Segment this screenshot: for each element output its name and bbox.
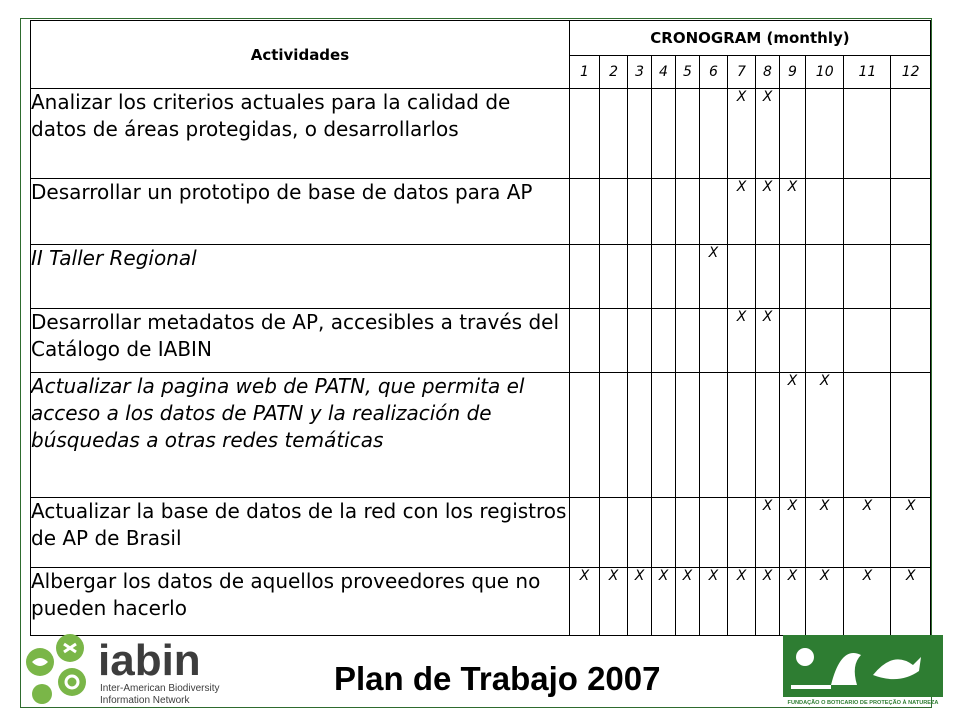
month-header-3: 3 — [628, 56, 652, 89]
schedule-cell: X — [779, 372, 805, 497]
schedule-cell — [699, 179, 727, 245]
schedule-cell — [675, 309, 699, 373]
schedule-cell: X — [727, 568, 755, 636]
schedule-cell — [652, 498, 676, 568]
schedule-cell — [675, 179, 699, 245]
schedule-cell — [779, 89, 805, 179]
table-row — [31, 89, 931, 179]
schedule-cell — [805, 309, 843, 373]
iabin-wordmark: iabin — [98, 636, 201, 685]
schedule-cell — [756, 372, 780, 497]
partner-logo — [783, 635, 943, 705]
table-row — [31, 245, 931, 309]
month-header-11: 11 — [844, 56, 891, 89]
schedule-cell — [600, 245, 628, 309]
schedule-cell: X — [727, 89, 755, 179]
schedule-cell — [628, 372, 652, 497]
schedule-cell: X — [569, 568, 599, 636]
schedule-cell: X — [675, 568, 699, 636]
schedule-cell — [699, 372, 727, 497]
schedule-cell: X — [805, 568, 843, 636]
schedule-cell: X — [699, 568, 727, 636]
schedule-cell — [727, 498, 755, 568]
schedule-cell: X — [844, 498, 891, 568]
schedule-cell — [844, 309, 891, 373]
schedule-cell: X — [727, 179, 755, 245]
schedule-cell: X — [756, 179, 780, 245]
month-header-2: 2 — [600, 56, 628, 89]
page-title: Plan de Trabajo 2007 — [334, 660, 661, 697]
schedule-cell: X — [779, 498, 805, 568]
schedule-cell — [652, 245, 676, 309]
schedule-cell — [628, 245, 652, 309]
schedule-cell — [600, 498, 628, 568]
activity-cell: II Taller Regional — [31, 245, 570, 309]
schedule-cell — [756, 245, 780, 309]
schedule-cell — [805, 245, 843, 309]
month-header-1: 1 — [569, 56, 599, 89]
schedule-cell: X — [805, 372, 843, 497]
schedule-header: CRONOGRAM (monthly) — [569, 21, 930, 56]
schedule-cell — [569, 309, 599, 373]
schedule-cell — [600, 179, 628, 245]
schedule-cell: X — [756, 309, 780, 373]
schedule-cell — [569, 179, 599, 245]
schedule-cell — [805, 89, 843, 179]
schedule-cell — [844, 245, 891, 309]
schedule-cell: X — [805, 498, 843, 568]
schedule-cell — [699, 89, 727, 179]
schedule-cell — [628, 179, 652, 245]
activity-cell: Albergar los datos de aquellos proveedores que no pueden hacerlo — [31, 568, 570, 636]
activity-cell: Actualizar la base de datos de la red con los registros de AP de Brasil — [31, 498, 570, 568]
schedule-cell — [891, 89, 931, 179]
schedule-cell — [699, 309, 727, 373]
month-header-4: 4 — [652, 56, 676, 89]
activity-rows — [31, 89, 931, 636]
schedule-cell — [727, 245, 755, 309]
schedule-cell — [569, 372, 599, 497]
schedule-cell: X — [779, 179, 805, 245]
schedule-cell — [779, 245, 805, 309]
schedule-cell — [844, 372, 891, 497]
month-header-12: 12 — [891, 56, 931, 89]
schedule-cell — [699, 498, 727, 568]
schedule-cell: X — [652, 568, 676, 636]
schedule-cell — [779, 309, 805, 373]
schedule-cell — [675, 89, 699, 179]
iabin-tagline-1: Inter-American Biodiversity — [100, 683, 220, 694]
schedule-cell — [891, 309, 931, 373]
schedule-cell: X — [756, 89, 780, 179]
schedule-cell — [675, 245, 699, 309]
schedule-cell — [569, 245, 599, 309]
partner-name: FUNDAÇÃO O BOTICARIO DE PROTEÇÃO À NATUREZA — [787, 700, 939, 705]
schedule-cell: X — [756, 568, 780, 636]
schedule-cell — [600, 372, 628, 497]
table-row — [31, 179, 931, 245]
schedule-cell — [569, 89, 599, 179]
schedule-cell — [652, 372, 676, 497]
schedule-cell — [600, 309, 628, 373]
schedule-cell: X — [844, 568, 891, 636]
schedule-cell — [675, 498, 699, 568]
schedule-cell — [600, 89, 628, 179]
schedule-cell — [805, 179, 843, 245]
table-row — [31, 372, 931, 497]
activities-header: Actividades — [31, 21, 570, 89]
schedule-cell: X — [699, 245, 727, 309]
activity-cell: Desarrollar metadatos de AP, accesibles a través del Catálogo de IABIN — [31, 309, 570, 373]
activity-cell: Actualizar la pagina web de PATN, que permita el acceso a los datos de PATN y la realización de búsquedas a otras redes temáticas — [31, 372, 570, 497]
schedule-cell — [727, 372, 755, 497]
schedule-cell — [652, 309, 676, 373]
schedule-cell — [891, 245, 931, 309]
schedule-cell — [891, 372, 931, 497]
month-header-9: 9 — [779, 56, 805, 89]
month-header-6: 6 — [699, 56, 727, 89]
schedule-cell: X — [891, 498, 931, 568]
schedule-cell — [675, 372, 699, 497]
schedule-cell — [652, 179, 676, 245]
activity-cell: Analizar los criterios actuales para la calidad de datos de áreas protegidas, o desarrollarlos — [31, 89, 570, 179]
schedule-cell: X — [628, 568, 652, 636]
schedule-cell — [628, 309, 652, 373]
schedule-cell: X — [727, 309, 755, 373]
schedule-cell — [844, 89, 891, 179]
schedule-cell — [652, 89, 676, 179]
schedule-cell — [628, 89, 652, 179]
schedule-cell — [628, 498, 652, 568]
schedule-cell: X — [891, 568, 931, 636]
schedule-cell — [844, 179, 891, 245]
iabin-logo — [22, 630, 237, 710]
schedule-table — [30, 20, 931, 636]
iabin-tagline-2: Information Network — [100, 695, 190, 706]
month-header-7: 7 — [727, 56, 755, 89]
schedule-cell: X — [756, 498, 780, 568]
table-row — [31, 309, 931, 373]
schedule-cell: X — [779, 568, 805, 636]
activity-cell: Desarrollar un prototipo de base de datos para AP — [31, 179, 570, 245]
month-header-5: 5 — [675, 56, 699, 89]
month-header-8: 8 — [756, 56, 780, 89]
table-row — [31, 568, 931, 636]
biodiversity-circles-icon — [26, 634, 86, 704]
schedule-cell — [891, 179, 931, 245]
month-header-10: 10 — [805, 56, 843, 89]
schedule-cell — [569, 498, 599, 568]
table-row — [31, 498, 931, 568]
schedule-cell: X — [600, 568, 628, 636]
